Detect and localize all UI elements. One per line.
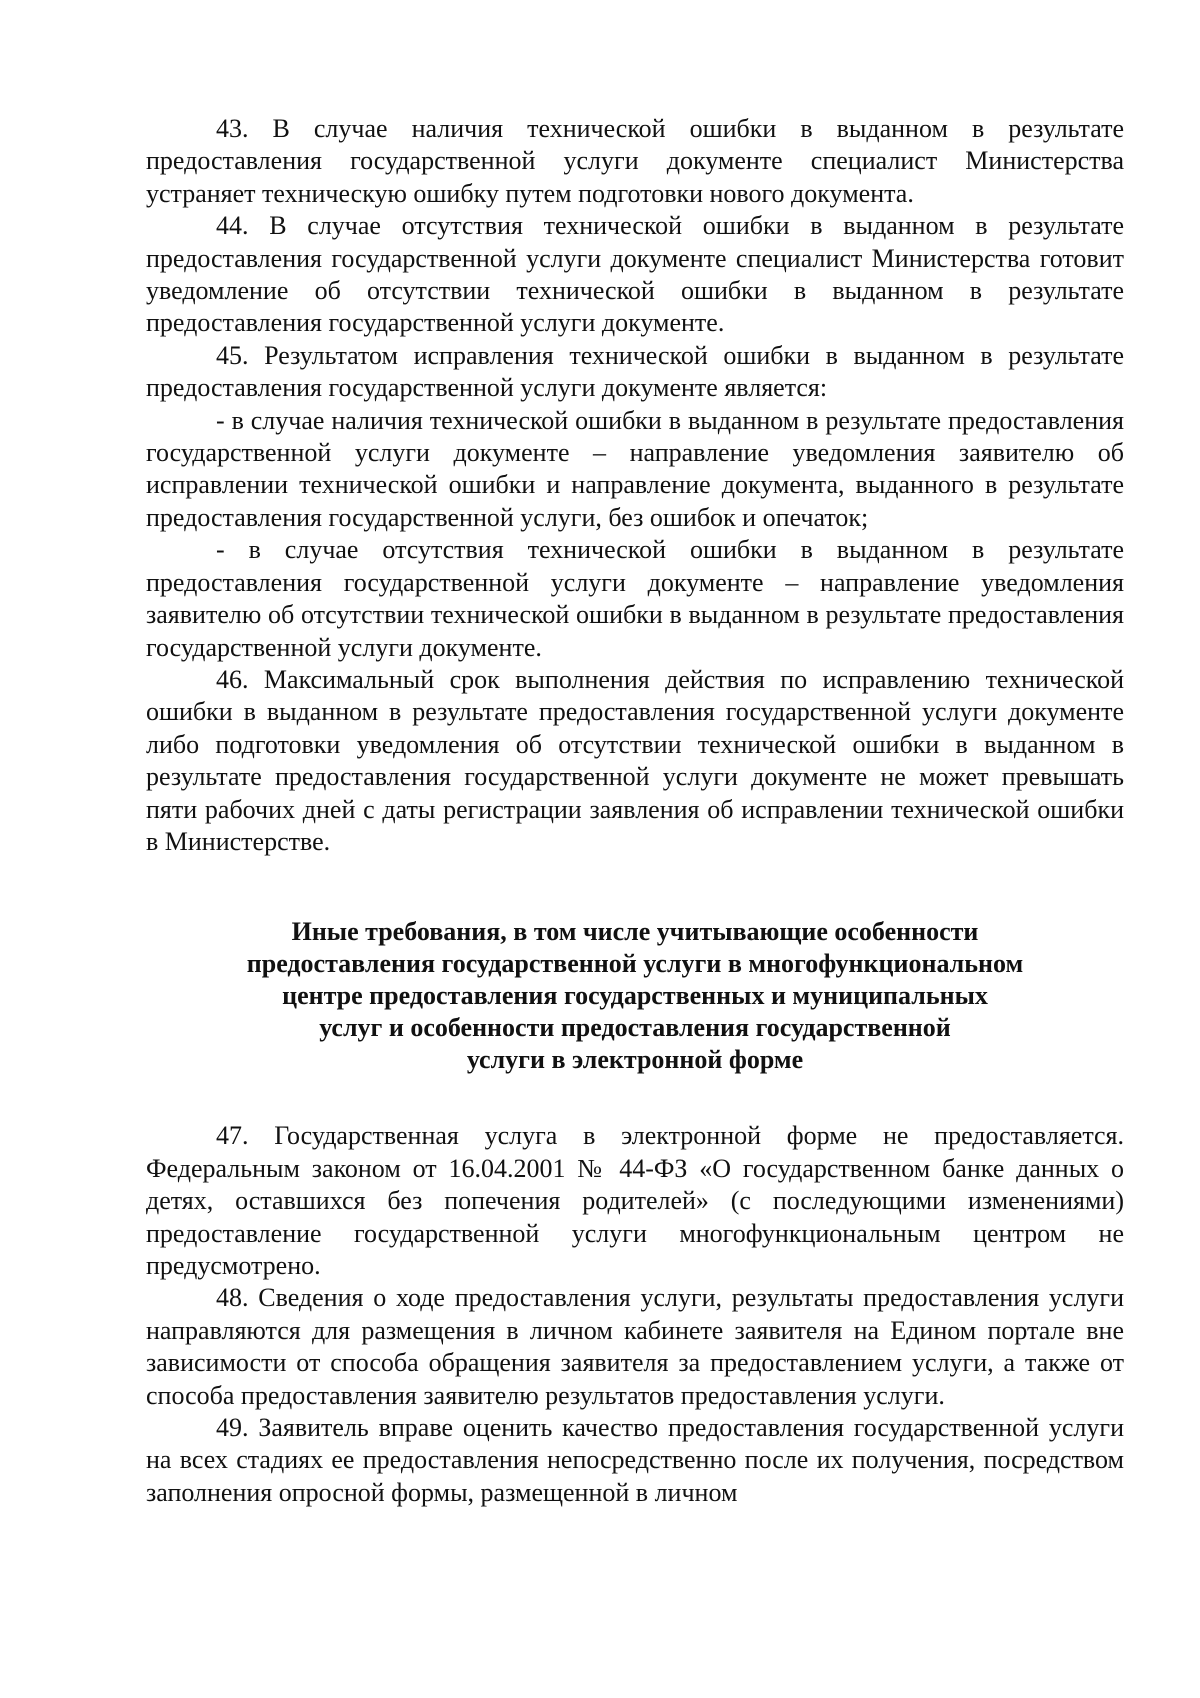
paragraph-43: 43. В случае наличия технической ошибки в выданном в результате предоставления государственной услуги документе специалист Министерства устраняет техническую ошибку путем подготовки нового документа.: [146, 114, 1124, 208]
paragraph-47: 47. Государственная услуга в электронной форме не предоставляется. Федеральным законом от 16.04.2001 № 44-ФЗ «О государственном банке данных о детях, оставшихся без попечения родителей» (с последующими изменениями) предоставление государственной услуги многофункциональным центром не предусмотрено.: [146, 1121, 1124, 1280]
section-heading-line-4: услуг и особенности предоставления государственной: [319, 1013, 951, 1043]
paragraph-46: 46. Максимальный срок выполнения действия по исправлению технической ошибки в выданном в результате предоставления государственной услуги документе либо подготовки уведомления об отсутствии технической ошибки в выданном в результате предоставления государственной услуги документе не может превышать пяти рабочих дней с даты регистрации заявления об исправлении технической ошибки в Министерстве.: [146, 664, 1124, 856]
paragraph-45: 45. Результатом исправления технической ошибки в выданном в результате предоставления государственной услуги документе является:: [146, 340, 1124, 403]
paragraph-45-item-2: - в случае отсутствия технической ошибки в выданном в результате предоставления государственной услуги документе – направление уведомления заявителю об отсутствии технической ошибки в выданном в результате предоставления государственной услуги документе.: [146, 535, 1124, 662]
paragraph-45-item-1: - в случае наличия технической ошибки в выданном в результате предоставления государственной услуги документе – направление уведомления заявителю об исправлении технической ошибки и направление документа, выданного в результате предоставления государственной услуги, без ошибок и опечаток;: [146, 405, 1124, 532]
paragraph-48: 48. Сведения о ходе предоставления услуги, результаты предоставления услуги направляются для размещения в личном кабинете заявителя на Едином портале вне зависимости от способа обращения заявителя за предоставлением услуги, а также от способа предоставления заявителю результатов предоставления услуги.: [146, 1283, 1124, 1410]
section-heading-line-1: Иные требования, в том числе учитывающие особенности: [291, 917, 979, 947]
section-heading-line-5: услуги в электронной форме: [466, 1045, 804, 1075]
section-heading-line-3: центре предоставления государственных и муниципальных: [282, 981, 988, 1011]
section-heading: [146, 916, 1124, 1076]
section-heading-line-2: предоставления государственной услуги в многофункциональном: [246, 949, 1024, 979]
paragraph-44: 44. В случае отсутствия технической ошибки в выданном в результате предоставления государственной услуги документе специалист Министерства готовит уведомление об отсутствии технической ошибки в выданном в результате предоставления государственной услуги документе.: [146, 211, 1124, 338]
paragraph-49: 49. Заявитель вправе оценить качество предоставления государственной услуги на всех стадиях ее предоставления непосредственно после их получения, посредством заполнения опросной формы, размещенной в личном: [146, 1413, 1124, 1507]
document-page: [146, 113, 1124, 1509]
